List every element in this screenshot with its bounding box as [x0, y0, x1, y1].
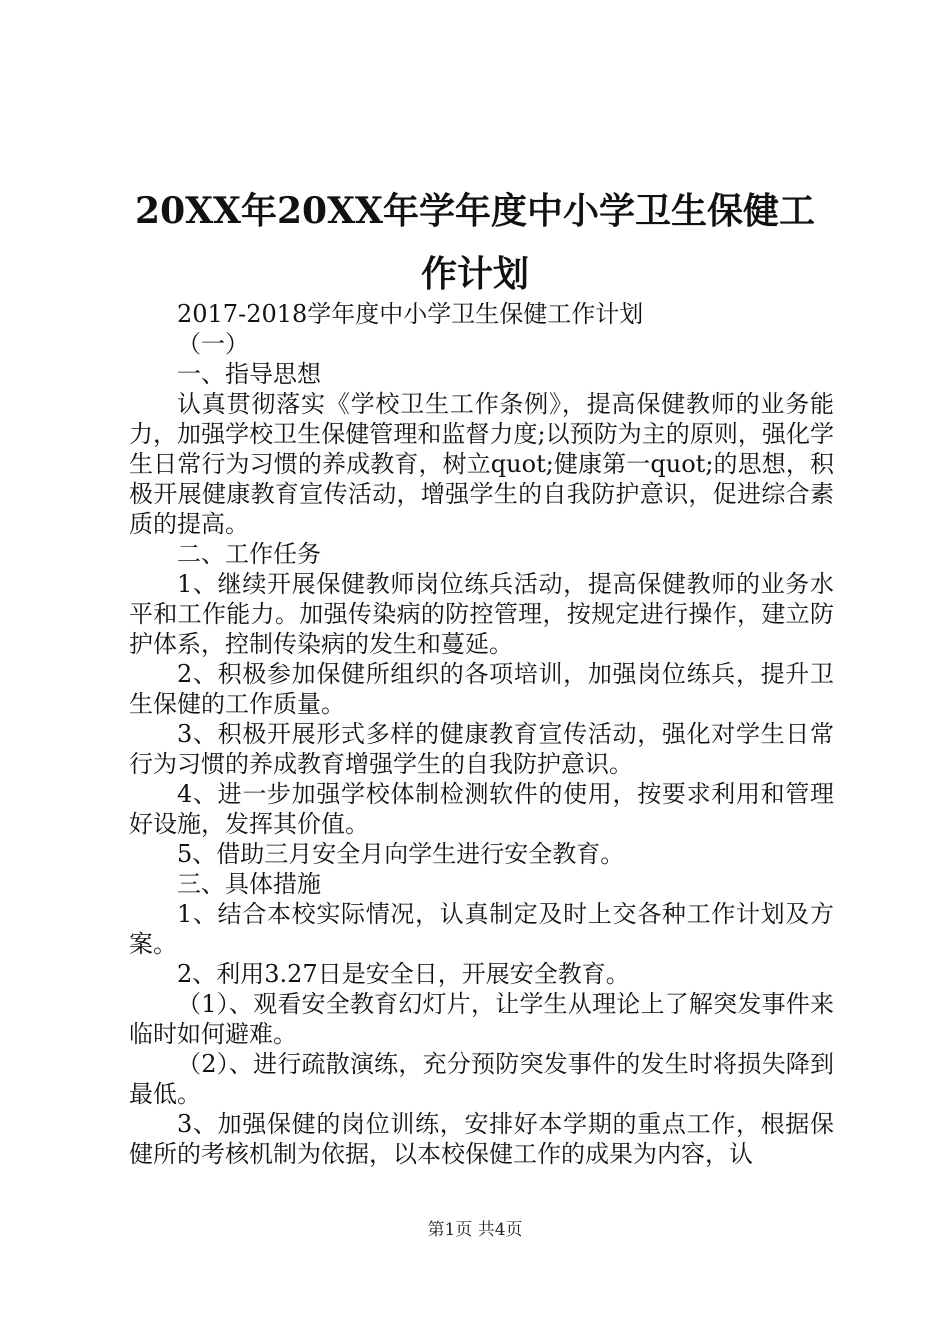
page-title: 20XX年20XX年学年度中小学卫生保健工作计划 [135, 190, 815, 295]
body-paragraph: 1、结合本校实际情况，认真制定及时上交各种工作计划及方案。 [129, 900, 834, 958]
body-paragraph: 3、加强保健的岗位训练，安排好本学期的重点工作，根据保健所的考核机制为依据，以本校保健工作的成果为内容，认 [129, 1110, 834, 1168]
body-paragraph: （2）、进行疏散演练，充分预防突发事件的发生时将损失降到最低。 [129, 1050, 834, 1108]
heading-guiding-thought: 一、指导思想 [177, 360, 321, 388]
body-paragraph: （1）、观看安全教育幻灯片，让学生从理论上了解突发事件来临时如何避难。 [129, 990, 834, 1048]
heading-work-tasks: 二、工作任务 [177, 540, 321, 568]
body-paragraph: 2、利用3.27日是安全日，开展安全教育。 [177, 960, 630, 988]
document-body [129, 299, 834, 1169]
body-paragraph: 5、借助三月安全月向学生进行安全教育。 [177, 840, 625, 868]
body-paragraph: 1、继续开展保健教师岗位练兵活动，提高保健教师的业务水平和工作能力。加强传染病的防控管理，按规定进行操作，建立防护体系，控制传染病的发生和蔓延。 [129, 570, 834, 658]
subtitle-paragraph: 2017-2018学年度中小学卫生保健工作计划 [177, 300, 644, 328]
body-paragraph: 认真贯彻落实《学校卫生工作条例》，提高保健教师的业务能力，加强学校卫生保健管理和监督力度;以预防为主的原则，强化学生日常行为习惯的养成教育，树立quot;健康第一quot;的思想，积极开展健康教育宣传活动，增强学生的自我防护意识，促进综合素质的提高。 [129, 390, 834, 538]
section-marker: （一） [177, 330, 249, 358]
body-paragraph: 2、积极参加保健所组织的各项培训，加强岗位练兵，提升卫生保健的工作质量。 [129, 660, 834, 718]
page-footer: 第1页 共4页 [427, 1220, 523, 1240]
body-paragraph: 4、进一步加强学校体制检测软件的使用，按要求利用和管理好设施，发挥其价值。 [129, 780, 834, 838]
heading-specific-measures: 三、具体措施 [177, 870, 321, 898]
body-paragraph: 3、积极开展形式多样的健康教育宣传活动，强化对学生日常行为习惯的养成教育增强学生的自我防护意识。 [129, 720, 834, 778]
